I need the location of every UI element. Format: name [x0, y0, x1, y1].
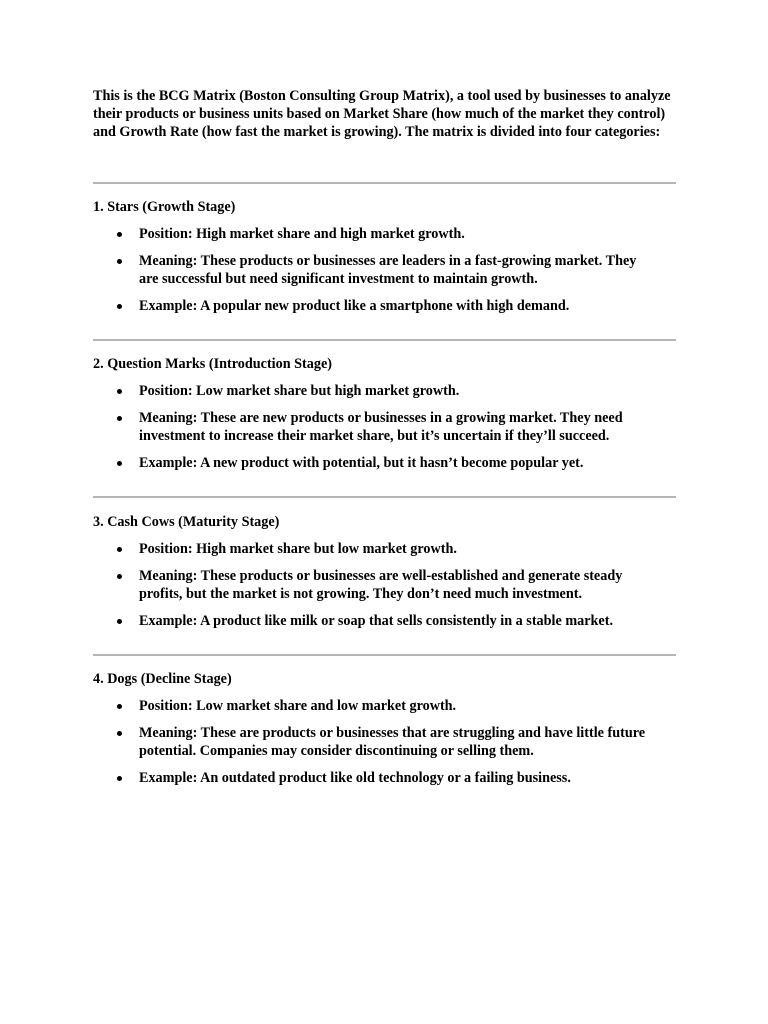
list-item: [93, 382, 683, 400]
section-heading: 3. Cash Cows (Maturity Stage): [93, 514, 280, 530]
list-item: [93, 297, 683, 315]
list-item: [93, 567, 683, 603]
section-divider: [93, 654, 676, 656]
section-divider: [93, 339, 676, 341]
list-item-text: Position: High market share but low market growth.: [139, 541, 457, 557]
bullet-icon: [117, 547, 122, 552]
section-heading: 4. Dogs (Decline Stage): [93, 671, 232, 687]
section-question-marks: [93, 355, 683, 481]
section-heading: 2. Question Marks (Introduction Stage): [93, 356, 332, 372]
bullet-icon: [117, 232, 122, 237]
bullet-icon: [117, 704, 122, 709]
section-dogs: [93, 670, 683, 796]
section-divider: [93, 496, 676, 498]
bullet-icon: [117, 731, 122, 736]
section-stars: [93, 198, 683, 324]
list-item: [93, 252, 683, 288]
list-item-text: Meaning: These are products or businesses that are struggling and have little future potential. Companies may consider discontinuing or selling them.: [139, 725, 646, 759]
list-item: [93, 225, 683, 243]
bullet-list: [93, 382, 683, 472]
bullet-icon: [117, 776, 122, 781]
list-item: [93, 454, 683, 472]
bullet-icon: [117, 304, 122, 309]
list-item-text: Example: A new product with potential, but it hasn’t become popular yet.: [139, 455, 584, 471]
list-item-text: Example: An outdated product like old technology or a failing business.: [139, 770, 571, 786]
list-item: [93, 724, 683, 760]
list-item: [93, 697, 683, 715]
list-item-text: Example: A product like milk or soap that sells consistently in a stable market.: [139, 613, 613, 629]
bullet-icon: [117, 619, 122, 624]
list-item-text: Example: A popular new product like a smartphone with high demand.: [139, 298, 570, 314]
intro-paragraph: This is the BCG Matrix (Boston Consulting Group Matrix), a tool used by businesses to analyze their products or business units based on Market Share (how much of the market they control) and Growth Rate (how fast the market is growing). The matrix is divided into four categories:: [93, 88, 671, 140]
bullet-icon: [117, 416, 122, 421]
list-item-text: Meaning: These products or businesses are leaders in a fast-growing market. They are successful but need significant investment to maintain growth.: [139, 253, 637, 287]
list-item-text: Position: Low market share and low market growth.: [139, 698, 457, 714]
list-item: [93, 409, 683, 445]
bullet-icon: [117, 259, 122, 264]
list-item-text: Meaning: These products or businesses are well-established and generate steady profits, but the market is not growing. They don’t need much investment.: [139, 568, 623, 602]
bullet-list: [93, 540, 683, 630]
list-item-text: Position: High market share and high market growth.: [139, 226, 465, 242]
section-divider: [93, 182, 676, 184]
list-item-text: Position: Low market share but high market growth.: [139, 383, 460, 399]
list-item-text: Meaning: These are new products or businesses in a growing market. They need investment to increase their market share, but it’s uncertain if they’ll succeed.: [139, 410, 623, 444]
bullet-list: [93, 697, 683, 787]
list-item: [93, 540, 683, 558]
bullet-icon: [117, 574, 122, 579]
list-item: [93, 769, 683, 787]
section-cash-cows: [93, 513, 683, 639]
list-item: [93, 612, 683, 630]
bullet-icon: [117, 389, 122, 394]
section-heading: 1. Stars (Growth Stage): [93, 199, 236, 215]
bullet-icon: [117, 461, 122, 466]
bullet-list: [93, 225, 683, 315]
